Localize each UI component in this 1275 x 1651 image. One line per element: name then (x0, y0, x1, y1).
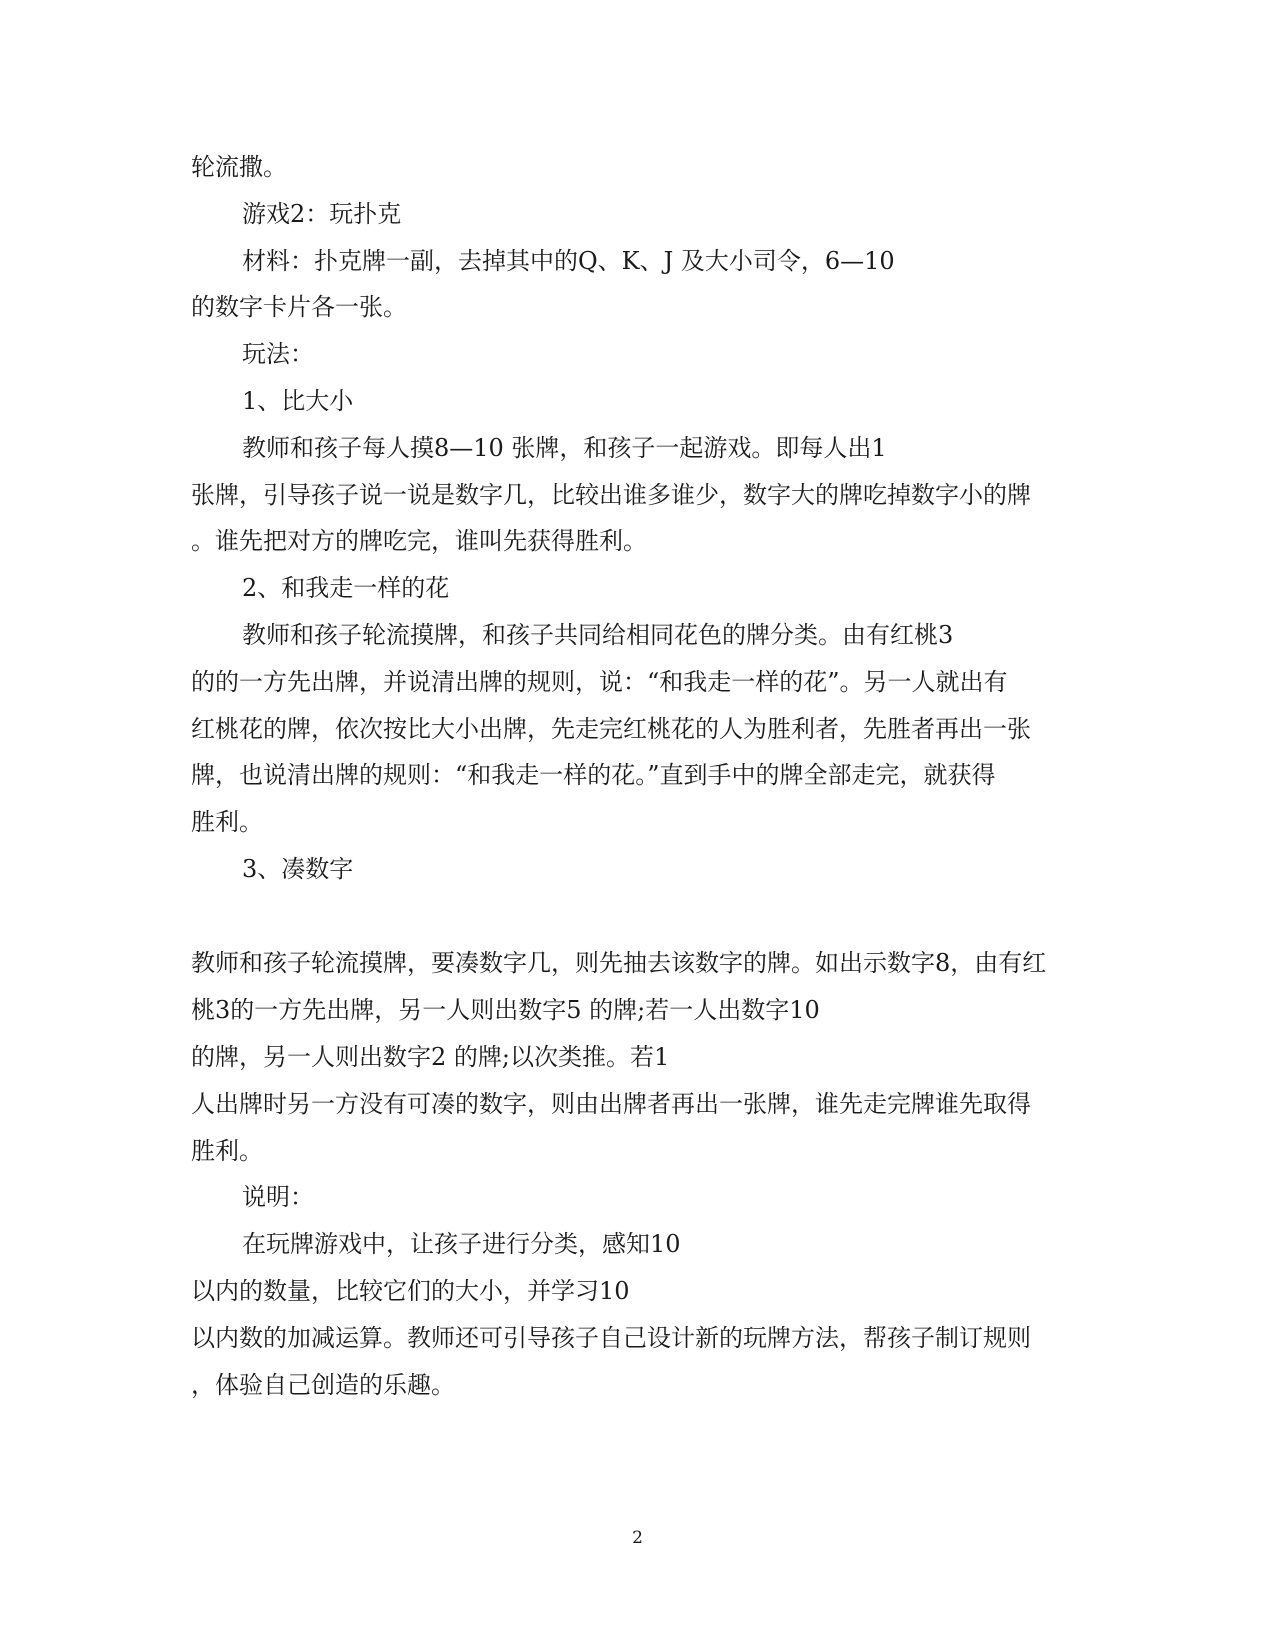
text-line: 教师和孩子每人摸8—10 张牌，和孩子一起游戏。即每人出1 (242, 434, 887, 462)
text-line: 以内数的加减运算。教师还可引导孩子自己设计新的玩牌方法，帮孩子制订规则 (191, 1324, 1031, 1352)
text-line: 的数字卡片各一张。 (191, 293, 407, 321)
text-line: 说明： (242, 1183, 314, 1211)
text-line: 材料：扑克牌一副，去掉其中的Q、K、J 及大小司令，6—10 (242, 247, 895, 275)
text-line: 3、凑数字 (242, 855, 354, 883)
text-line: 2、和我走一样的花 (242, 574, 450, 602)
text-line: 牌，也说清出牌的规则：“和我走一样的花。”直到手中的牌全部走完，就获得 (191, 761, 996, 789)
text-line: 游戏2：玩扑克 (242, 200, 402, 228)
text-line: 教师和孩子轮流摸牌，要凑数字几，则先抽去该数字的牌。如出示数字8，由有红 (191, 949, 1047, 977)
text-line: 张牌，引导孩子说一说是数字几，比较出谁多谁少，数字大的牌吃掉数字小的牌 (191, 481, 1031, 509)
text-line: 教师和孩子轮流摸牌，和孩子共同给相同花色的牌分类。由有红桃3 (242, 621, 954, 649)
text-line: 玩法： (242, 340, 314, 368)
text-line: 桃3的一方先出牌，另一人则出数字5 的牌;若一人出数字10 (191, 996, 820, 1024)
text-line: 胜利。 (191, 1137, 263, 1165)
text-line: 的牌，另一人则出数字2 的牌;以次类推。若1 (191, 1043, 670, 1071)
text-line: 在玩牌游戏中，让孩子进行分类，感知10 (242, 1230, 681, 1258)
text-line: 以内的数量，比较它们的大小，并学习10 (191, 1277, 630, 1305)
text-line: 轮流撒。 (191, 153, 287, 181)
text-line: 人出牌时另一方没有可凑的数字，则由出牌者再出一张牌，谁先走完牌谁先取得 (191, 1090, 1031, 1118)
text-line: 胜利。 (191, 808, 263, 836)
text-line: ，体验自己创造的乐趣。 (191, 1371, 455, 1399)
page-number: 2 (632, 1528, 643, 1548)
text-line: 红桃花的牌，依次按比大小出牌，先走完红桃花的人为胜利者，先胜者再出一张 (191, 715, 1031, 743)
text-line: 。谁先把对方的牌吃完，谁叫先获得胜利。 (191, 527, 647, 555)
text-line: 的的一方先出牌，并说清出牌的规则，说：“和我走一样的花”。另一人就出有 (191, 668, 1008, 696)
text-line: 1、比大小 (242, 387, 354, 415)
